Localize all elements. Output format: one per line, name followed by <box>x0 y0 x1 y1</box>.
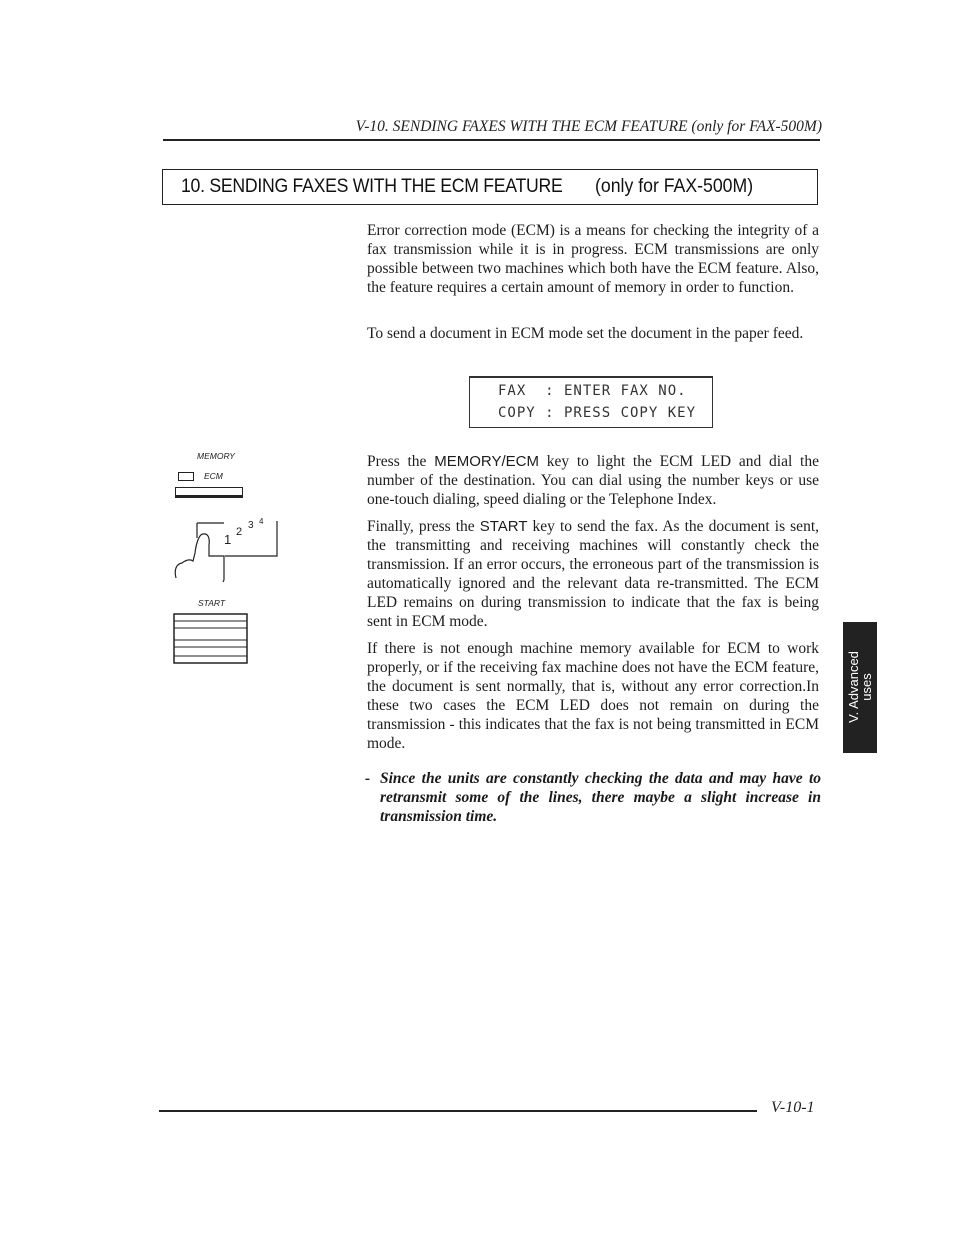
paragraph-intro: Error correction mode (ECM) is a means for checking the integrity of a fax transmission while it is in progress. ECM transmissions are only possible between two machines which both have the ECM feature. Also, the feature requires a certain amount of memory in order to function. <box>367 222 819 296</box>
page-number: V-10-1 <box>771 1099 815 1116</box>
note-dash: - <box>365 770 371 787</box>
transmission-time-note <box>365 769 821 826</box>
keypad-digit-4: 4 <box>259 517 264 526</box>
finger-dialing-icon <box>170 512 285 584</box>
memory-ecm-key-name: MEMORY/ECM <box>434 453 539 470</box>
keypad-digit-2: 2 <box>236 526 243 538</box>
start-key-name: START <box>479 518 528 535</box>
chapter-tab-line-1: V. Advanced <box>846 651 861 723</box>
paragraph-set-document: To send a document in ECM mode set the document in the paper feed. <box>367 325 804 342</box>
lcd-display <box>469 376 713 428</box>
note-text: Since the units are constantly checking the data and may have to retransmit some of the lines, there maybe a slight increase in transmission time. <box>380 770 821 825</box>
header-rule <box>163 139 820 141</box>
p4-post: key to send the fax. As the document is sent, the transmitting and receiving machines will constantly check the transmission. If an error occurs, the erroneous part of the transmission is automatically ignored and the relevant data re-transmitted. The ECM LED remains on during transmission to indicate that the fax is being sent in ECM mode. <box>367 518 819 630</box>
paragraph-press-start <box>367 517 819 631</box>
chapter-tab-line-2: uses <box>859 673 874 701</box>
keypad-digit-3: 3 <box>248 520 254 531</box>
ecm-led-icon <box>178 472 194 481</box>
footer-rule <box>159 1110 757 1112</box>
p3-post: key to light the ECM LED and dial the number of the destination. You can dial using the number keys or use one-touch dialing, speed dialing or the Telephone Index. <box>367 453 819 508</box>
chapter-tab-label <box>847 622 873 753</box>
running-header: V-10. SENDING FAXES WITH THE ECM FEATURE (only for FAX-500M) <box>355 118 822 135</box>
keypad-digit-1: 1 <box>224 532 232 547</box>
start-key-icon <box>172 612 250 666</box>
start-label: START <box>198 598 226 608</box>
ecm-label: ECM <box>204 471 223 481</box>
p3-pre: Press the <box>367 453 435 470</box>
section-title-note: (only for FAX-500M) <box>595 176 754 197</box>
paragraph-press-memory <box>367 452 819 509</box>
paragraph-insufficient-memory: If there is not enough machine memory available for ECM to work properly, or if the receiving fax machine does not have the ECM feature, the document is sent normally, that is, without any error correction.In these two cases the ECM LED does not remain on during the transmission - this indicates that the fax is not being transmitted in ECM mode. <box>367 640 819 752</box>
lcd-line-2: COPY : PRESS COPY KEY <box>498 405 697 421</box>
section-title: 10. SENDING FAXES WITH THE ECM FEATURE <box>181 176 563 197</box>
memory-label: MEMORY <box>197 451 235 461</box>
memory-ecm-key-icon <box>175 487 243 498</box>
lcd-line-1: FAX : ENTER FAX NO. <box>498 383 687 399</box>
p4-pre: Finally, press the <box>367 518 480 535</box>
